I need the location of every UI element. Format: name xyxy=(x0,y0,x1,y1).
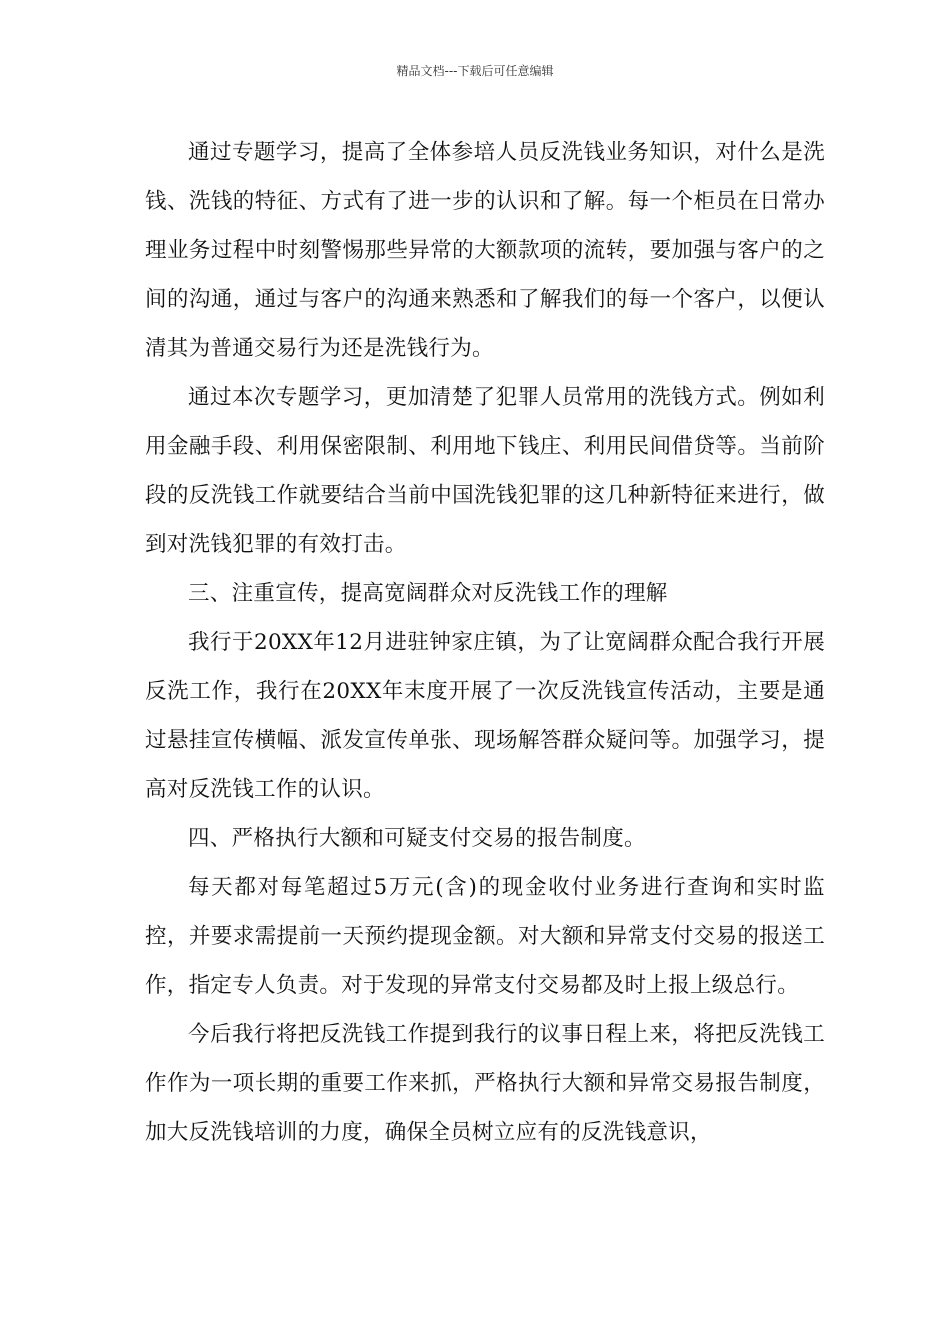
section-heading-3: 三、注重宣传，提高宽阔群众对反洗钱工作的理解 xyxy=(188,581,668,606)
paragraph-1: 通过专题学习，提高了全体参培人员反洗钱业务知识，对什么是洗钱、洗钱的特征、方式有了进一步的认识和了解。每一个柜员在日常办理业务过程中时刻警惕那些异常的大额款项的流转，要加强与客户的之间的沟通，通过与客户的沟通来熟悉和了解我们的每一个客户，以便认清其为普通交易行为还是洗钱行为。 xyxy=(145,140,825,361)
section-heading-4: 四、严格执行大额和可疑支付交易的报告制度。 xyxy=(188,826,646,851)
paragraph-2: 通过本次专题学习，更加清楚了犯罪人员常用的洗钱方式。例如利用金融手段、利用保密限制、利用地下钱庄、利用民间借贷等。当前阶段的反洗钱工作就要结合当前中国洗钱犯罪的这几种新特征来进行，做到对洗钱犯罪的有效打击。 xyxy=(145,385,825,557)
paragraph-3: 我行于20XX年12月进驻钟家庄镇，为了让宽阔群众配合我行开展反洗工作，我行在20XX年末度开展了一次反洗钱宣传活动，主要是通过悬挂宣传横幅、派发宣传单张、现场解答群众疑问等。加强学习，提高对反洗钱工作的认识。 xyxy=(145,630,825,802)
paragraph-4: 每天都对每笔超过5万元(含)的现金收付业务进行查询和实时监控，并要求需提前一天预约提现金额。对大额和异常支付交易的报送工作，指定专人负责。对于发现的异常支付交易都及时上报上级总行。 xyxy=(145,875,825,998)
page-header: 精品文档---下载后可任意编辑 xyxy=(396,64,554,78)
document-body xyxy=(145,128,825,1157)
paragraph-5: 今后我行将把反洗钱工作提到我行的议事日程上来，将把反洗钱工作作为一项长期的重要工作来抓，严格执行大额和异常交易报告制度，加大反洗钱培训的力度，确保全员树立应有的反洗钱意识， xyxy=(145,1022,825,1145)
